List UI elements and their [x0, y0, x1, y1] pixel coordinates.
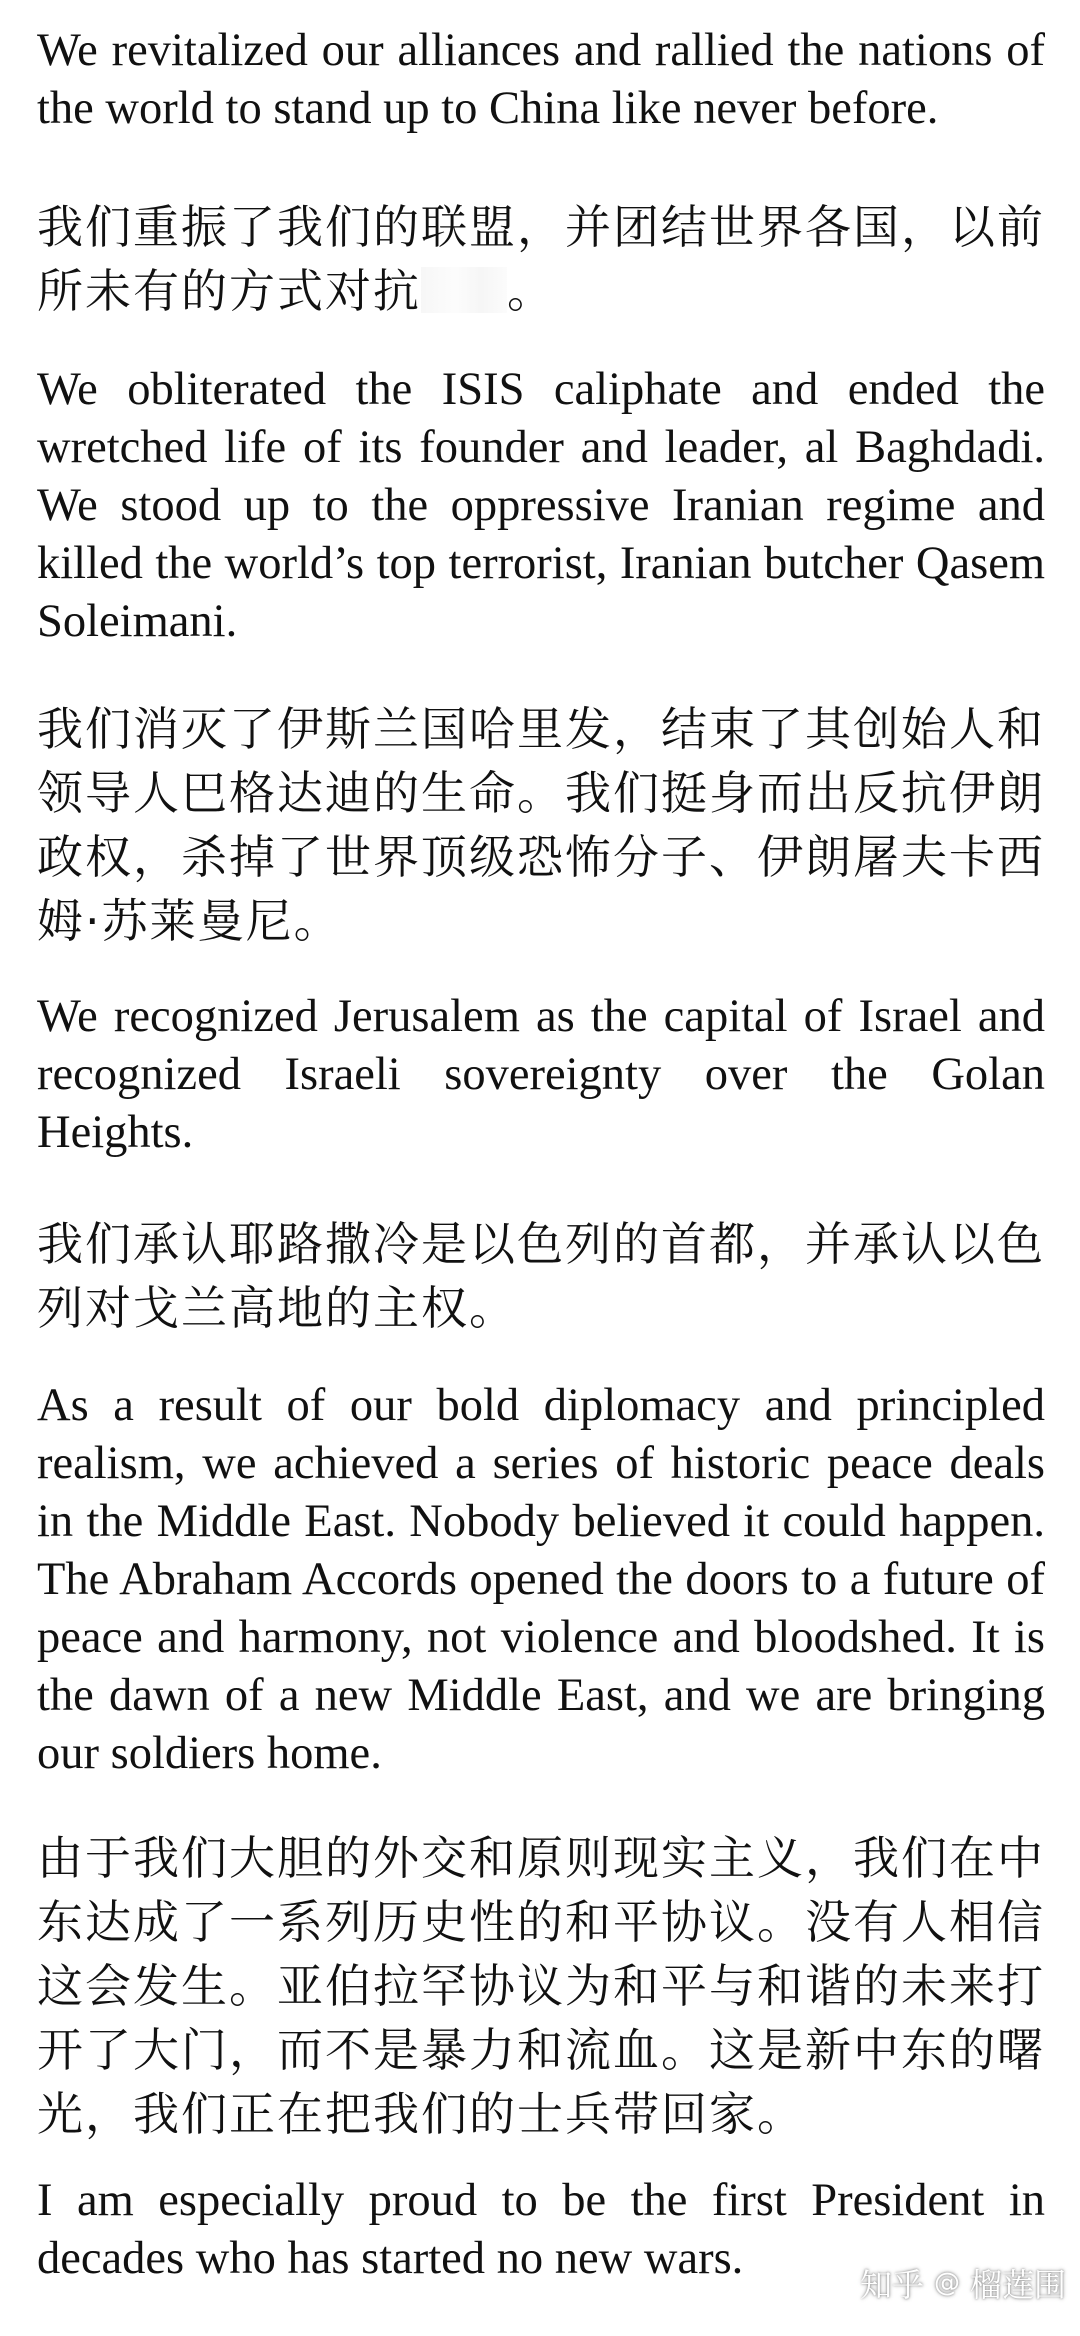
paragraph-en-2: We obliterated the ISIS caliphate and ended the wretched life of its founder and leader, al Baghdadi. We stood up to the oppressive Iranian regime and killed the world’s top terrorist, Iranian butcher Qasem Soleimani. — [37, 364, 1045, 647]
paragraph-zh-4: 由于我们大胆的外交和原则现实主义，我们在中东达成了一系列历史性的和平协议。没有人相信这会发生。亚伯拉罕协议为和平与和谐的未来打开了大门，而不是暴力和流血。这是新中东的曙光，我们正在把我们的士兵带回家。 — [37, 1831, 1045, 2141]
paragraph-zh-1-end: 。 — [507, 264, 555, 318]
paragraph-en-5: I am especially proud to be the first President in decades who has started no new wars. — [37, 2175, 1045, 2284]
zhihu-watermark — [860, 2260, 1066, 2306]
watermark-site: 知乎 — [859, 2266, 924, 2304]
watermark-user: 榴莲围 — [969, 2266, 1066, 2304]
redacted-blur — [421, 267, 507, 313]
paragraph-zh-3: 我们承认耶路撒冷是以色列的首都，并承认以色列对戈兰高地的主权。 — [37, 1217, 1045, 1335]
paragraph-en-4: As a result of our bold diplomacy and principled realism, we achieved a series of historic peace deals in the Middle East. Nobody believed it could happen. The Abraham Accords opened the doors to a future of peace and harmony, not violence and bloodshed. It is the dawn of a new Middle East, and we are bringing our soldiers home. — [37, 1380, 1045, 1779]
paragraph-zh-1-text: 我们重振了我们的联盟，并团结世界各国，以前所未有的方式对抗 — [37, 200, 1045, 318]
paragraph-zh-1 — [37, 195, 1045, 323]
paragraph-zh-2: 我们消灭了伊斯兰国哈里发，结束了其创始人和领导人巴格达迪的生命。我们挺身而出反抗伊朗政权，杀掉了世界顶级恐怖分子、伊朗屠夫卡西姆·苏莱曼尼。 — [37, 702, 1045, 948]
watermark-separator: @ — [933, 2268, 960, 2298]
paragraph-en-3: We recognized Jerusalem as the capital of Israel and recognized Israeli sovereignty over the Golan Heights. — [37, 991, 1045, 1158]
paragraph-en-1: We revitalized our alliances and rallied the nations of the world to stand up to China like never before. — [37, 25, 1045, 134]
